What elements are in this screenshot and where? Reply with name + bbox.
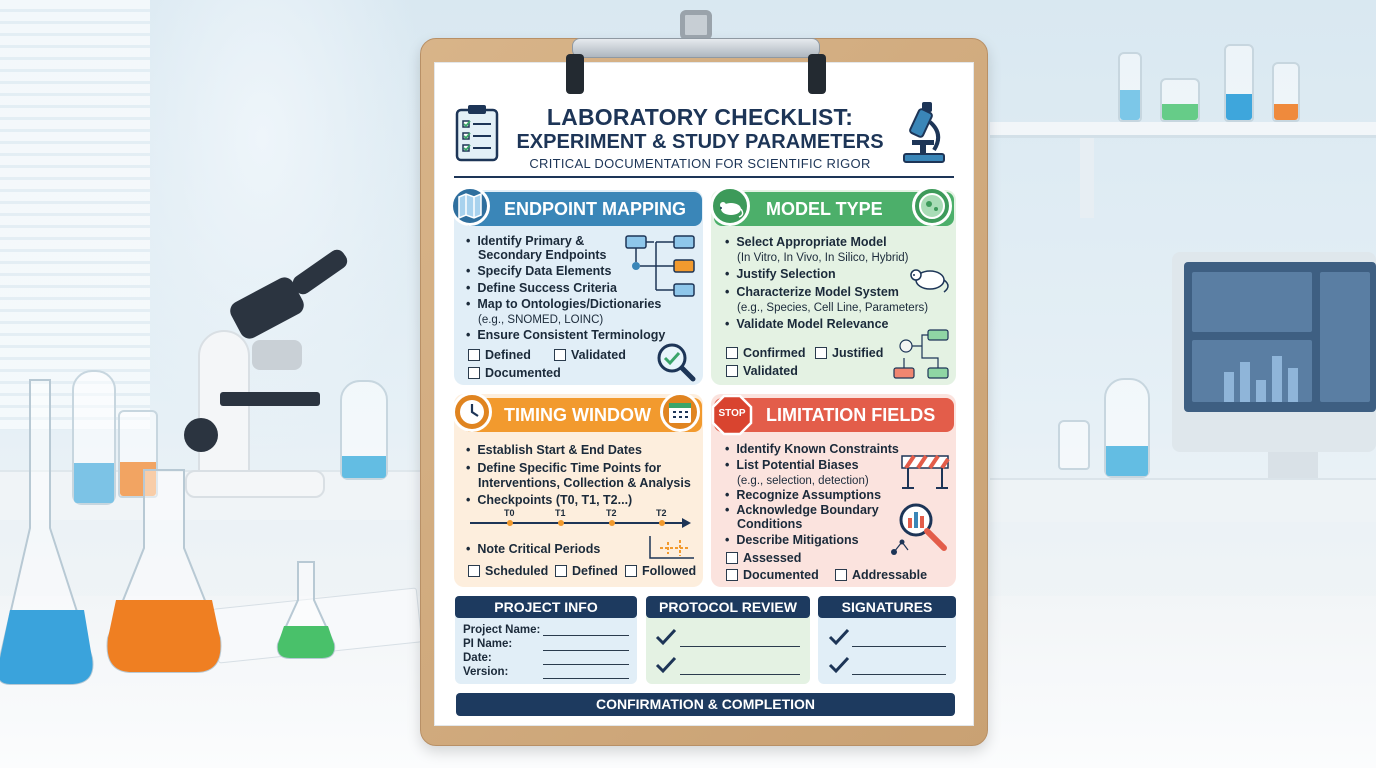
timeline-marker (659, 520, 665, 526)
limitation-item: Acknowledge Boundary (736, 503, 879, 517)
limitation-item: Conditions (737, 517, 803, 531)
checkbox-square (468, 565, 480, 577)
signature-line[interactable] (852, 646, 946, 647)
checkbox-label: Validated (743, 364, 798, 378)
endpoint-mapping-header (462, 192, 702, 226)
timing-item: Checkpoints (T0, T1, T2...) (477, 493, 633, 507)
header-divider (454, 176, 954, 178)
calendar-icon (660, 392, 700, 432)
timeline-label: T0 (504, 508, 515, 518)
clip-leg-left (566, 54, 584, 94)
project-info-title: PROJECT INFO (455, 596, 637, 618)
clip-leg-right (808, 54, 826, 94)
clip-bar (572, 38, 820, 58)
blue-flask (0, 378, 96, 688)
back-bench-right (990, 478, 1376, 522)
endpoint-item: Define Success Criteria (477, 281, 617, 295)
checkbox-assessed[interactable] (726, 551, 801, 565)
rodent-icon (904, 262, 952, 294)
timeline-label: T2 (656, 508, 667, 518)
timeline-marker (609, 520, 615, 526)
checkbox-label: Documented (743, 568, 819, 582)
checkbox-scheduled[interactable] (468, 564, 548, 578)
checkbox-label: Validated (571, 348, 626, 362)
endpoint-item: (e.g., SNOMED, LOINC) (478, 314, 604, 326)
timing-item: Note Critical Periods (477, 542, 601, 556)
model-item: Validate Model Relevance (736, 317, 889, 331)
checkbox-square (815, 347, 827, 359)
checkbox-label: Assessed (743, 551, 802, 565)
checkbox-label: Defined (572, 564, 618, 578)
version-label: Version: (463, 666, 509, 678)
cell-icon (912, 186, 952, 226)
checkbox-documented[interactable] (726, 568, 819, 582)
endpoint-mapping-title: ENDPOINT MAPPING (504, 198, 687, 219)
checkbox-square (726, 347, 738, 359)
model-item: Justify Selection (736, 267, 836, 281)
wall-light (150, 0, 430, 460)
checkbox-confirmed[interactable] (726, 346, 806, 360)
model-item: (In Vitro, In Vivo, In Silico, Hybrid) (737, 252, 909, 264)
shelf (990, 122, 1376, 138)
checkbox-label: Defined (485, 348, 531, 362)
checkbox-label: Followed (642, 564, 697, 578)
checkbox-justified[interactable] (815, 346, 883, 360)
signatures-title: SIGNATURES (818, 596, 956, 618)
checkbox-followed[interactable] (625, 564, 696, 578)
date-field[interactable] (543, 664, 629, 665)
page-title-line2: EXPERIMENT & STUDY PARAMETERS (516, 131, 884, 153)
protocol-review-title: PROTOCOL REVIEW (646, 596, 810, 618)
timing-item: Interventions, Collection & Analysis (478, 476, 691, 490)
project-name-field[interactable] (543, 635, 629, 636)
checkbox-label: Justified (832, 346, 884, 360)
model-item: Characterize Model System (736, 285, 899, 299)
signature-line[interactable] (852, 674, 946, 675)
protocol-review-line[interactable] (680, 674, 800, 675)
timing-window-title: TIMING WINDOW (504, 404, 651, 425)
confirmation-completion-banner: CONFIRMATION & COMPLETION (456, 693, 955, 716)
checkbox-validated[interactable] (554, 348, 626, 362)
checkbox-square (726, 365, 738, 377)
page-subtitle: CRITICAL DOCUMENTATION FOR SCIENTIFIC RIGOR (529, 156, 871, 171)
magnifier-icon (888, 498, 950, 558)
timeline-label: T2 (606, 508, 617, 518)
green-flask (276, 560, 336, 660)
checkbox-square (468, 367, 480, 379)
limitation-fields-title: LIMITATION FIELDS (766, 404, 936, 425)
date-label: Date: (463, 652, 492, 664)
checkmark-icon (655, 656, 677, 674)
magnifier-check-icon (654, 340, 696, 382)
endpoint-item: Identify Primary & (477, 234, 585, 248)
model-item: (e.g., Species, Cell Line, Parameters) (737, 302, 929, 314)
pi-name-label: PI Name: (463, 638, 513, 650)
checkbox-label: Scheduled (485, 564, 549, 578)
endpoint-item: Secondary Endpoints (478, 248, 607, 262)
timeline-label: T1 (555, 508, 566, 518)
version-field[interactable] (543, 678, 629, 679)
checkbox-documented[interactable] (468, 366, 561, 380)
checkbox-square (555, 565, 567, 577)
timing-item: Establish Start & End Dates (477, 443, 642, 457)
checkbox-validated[interactable] (726, 364, 798, 378)
timeline-marker (507, 520, 513, 526)
window-blinds (0, 0, 150, 430)
checkmark-icon (655, 628, 677, 646)
clock-icon (452, 392, 492, 432)
timeline-arrowhead (682, 518, 691, 528)
checkbox-square (554, 349, 566, 361)
protocol-review-line[interactable] (680, 646, 800, 647)
model-type-title: MODEL TYPE (766, 198, 883, 219)
project-name-label: Project Name: (463, 624, 541, 636)
endpoint-item: Map to Ontologies/Dictionaries (477, 297, 662, 311)
shelf-bottles (1100, 30, 1376, 122)
limitation-item: Recognize Assumptions (736, 488, 882, 502)
orange-flask (104, 468, 224, 676)
checkbox-label: Addressable (852, 568, 928, 582)
checkbox-square (625, 565, 637, 577)
timeline-axis (470, 522, 684, 524)
checkbox-label: Confirmed (743, 346, 806, 360)
page-title-line1: LABORATORY CHECKLIST: (546, 104, 854, 130)
checkbox-defined[interactable] (468, 348, 531, 362)
checkbox-addressable[interactable] (835, 568, 927, 582)
timeline-marker (558, 520, 564, 526)
limitation-item: List Potential Biases (736, 458, 859, 472)
checkbox-square (726, 552, 738, 564)
timing-item: Define Specific Time Points for (477, 461, 662, 475)
mouse-icon (710, 186, 750, 226)
checkpoint-timeline (470, 508, 694, 532)
clip-hook (680, 10, 712, 40)
microscope-icon (900, 100, 948, 164)
checkbox-defined[interactable] (555, 564, 618, 578)
stop-sign-icon (711, 394, 753, 436)
map-icon (450, 186, 490, 226)
checkbox-square (468, 349, 480, 361)
model-flowchart-icon (892, 328, 950, 380)
checkmark-icon (828, 628, 850, 646)
model-item: Select Appropriate Model (736, 235, 887, 249)
checkbox-square (726, 569, 738, 581)
checkbox-label: Documented (485, 366, 561, 380)
shelf-bracket (1080, 138, 1094, 218)
endpoint-item: Specify Data Elements (477, 264, 612, 278)
stop-sign-label: STOP (718, 408, 746, 419)
limitation-item: Describe Mitigations (736, 533, 859, 547)
barrier-icon (900, 450, 950, 490)
checkbox-square (835, 569, 847, 581)
endpoint-item: Ensure Consistent Terminology (477, 328, 666, 342)
checkmark-icon (828, 656, 850, 674)
pi-name-field[interactable] (543, 650, 629, 651)
limitation-item: (e.g., selection, detection) (737, 475, 869, 487)
limitation-item: Identify Known Constraints (736, 442, 899, 456)
period-chart-icon (646, 534, 696, 562)
flowchart-icon (624, 234, 696, 298)
